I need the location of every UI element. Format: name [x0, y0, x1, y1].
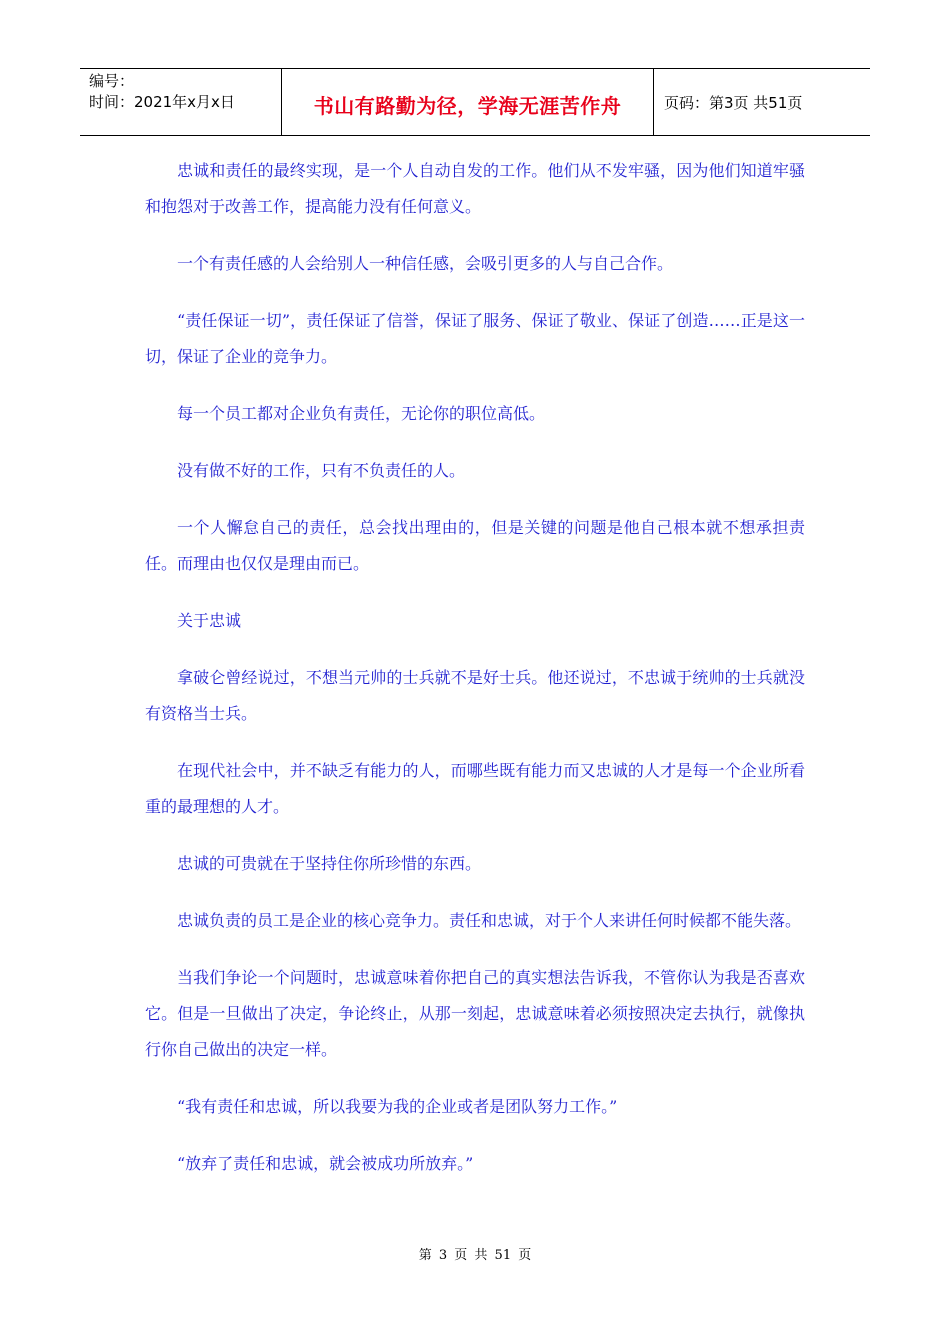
paragraph: 每一个员工都对企业负有责任，无论你的职位高低。 — [177, 404, 546, 423]
paragraph: 没有做不好的工作，只有不负责任的人。 — [177, 461, 466, 480]
document-body — [145, 153, 805, 1203]
paragraph: “责任保证一切”，责任保证了信誉，保证了服务、保证了敬业、保证了创造……正是这一切，保证了企业的竞争力。 — [145, 311, 805, 366]
paragraph: 一个有责任感的人会给别人一种信任感，会吸引更多的人与自己合作。 — [177, 254, 674, 273]
paragraph: 在现代社会中，并不缺乏有能力的人，而哪些既有能力而又忠诚的人才是每一个企业所看重的最理想的人才。 — [145, 761, 805, 816]
page-header — [80, 68, 870, 136]
time-label: 时间：2021年x月x日 — [89, 93, 235, 111]
header-motto-cell — [282, 69, 654, 135]
number-label: 编号： — [89, 72, 135, 90]
header-page-info: 页码：第3页 共51页 — [664, 93, 803, 112]
paragraph: 一个人懈怠自己的责任，总会找出理由的，但是关键的问题是他自己根本就不想承担责任。而理由也仅仅是理由而已。 — [145, 518, 805, 573]
paragraph: 忠诚和责任的最终实现，是一个人自动自发的工作。他们从不发牢骚，因为他们知道牢骚和抱怨对于改善工作，提高能力没有任何意义。 — [145, 161, 805, 216]
quote-paragraph: “放弃了责任和忠诚，就会被成功所放弃。” — [177, 1154, 474, 1173]
header-motto: 书山有路勤为径，学海无涯苦作舟 — [313, 93, 622, 118]
header-page-info-cell — [654, 69, 870, 135]
paragraph: 当我们争论一个问题时，忠诚意味着你把自己的真实想法告诉我，不管你认为我是否喜欢它。但是一旦做出了决定，争论终止，从那一刻起，忠诚意味着必须按照决定去执行，就像执行你自己做出的决定一样。 — [145, 968, 805, 1059]
paragraph: 拿破仑曾经说过，不想当元帅的士兵就不是好士兵。他还说过，不忠诚于统帅的士兵就没有资格当士兵。 — [145, 668, 805, 723]
page-footer: 第 3 页 共 51 页 — [418, 1248, 532, 1263]
header-meta — [80, 69, 282, 135]
paragraph: 忠诚负责的员工是企业的核心竞争力。责任和忠诚，对于个人来讲任何时候都不能失落。 — [177, 911, 802, 930]
paragraph: 忠诚的可贵就在于坚持住你所珍惜的东西。 — [177, 854, 482, 873]
quote-paragraph: “我有责任和忠诚，所以我要为我的企业或者是团队努力工作。” — [177, 1097, 618, 1116]
section-heading: 关于忠诚 — [177, 611, 242, 630]
